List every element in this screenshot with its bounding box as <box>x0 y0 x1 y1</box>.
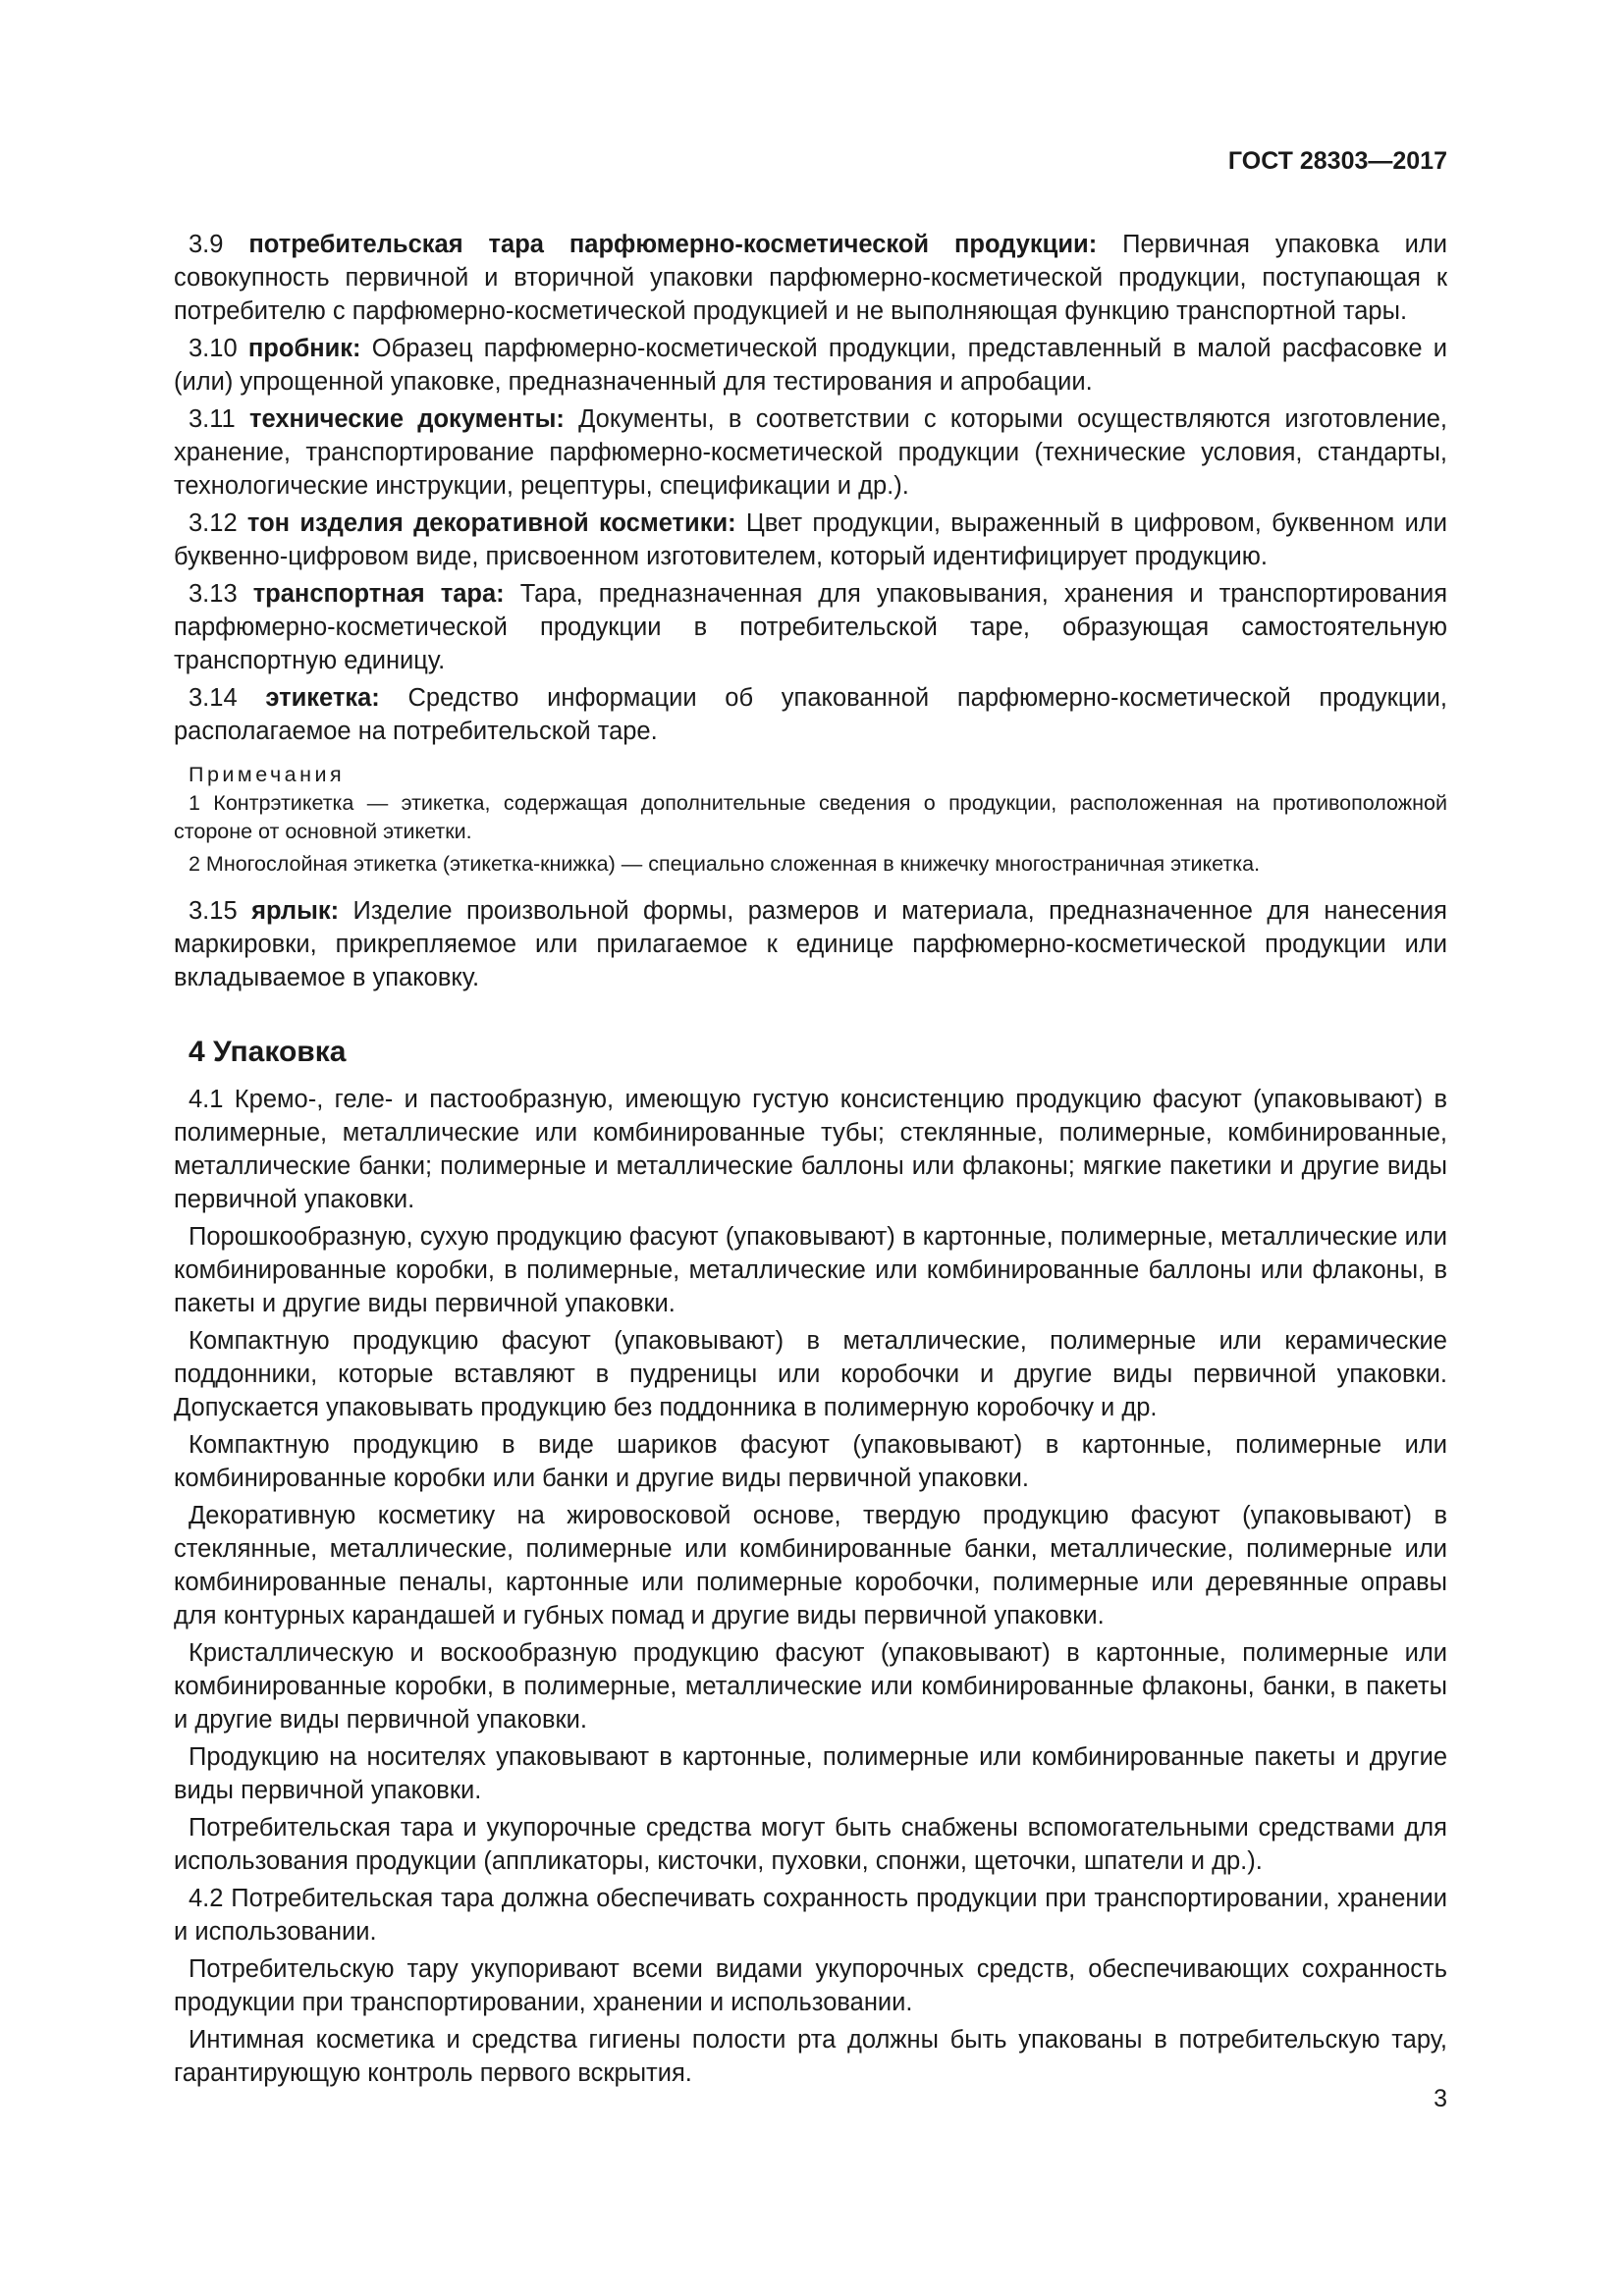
term-definition: Цвет продукции, выраженный в цифровом, буквенном или буквенно-цифровом виде, присвоенном изготовителем, который идентифицирует продукцию. <box>174 509 1447 570</box>
term-3-9 <box>174 228 1447 328</box>
term-3-12 <box>174 507 1447 573</box>
page-number: 3 <box>1434 2085 1447 2112</box>
paragraph: Интимная косметика и средства гигиены полости рта должны быть упакованы в потребительскую тару, гарантирующую контроль первого вскрытия. <box>174 2026 1447 2087</box>
paragraph: 4.2 Потребительская тара должна обеспечивать сохранность продукции при транспортировании, хранении и использовании. <box>174 1885 1447 1946</box>
term-definition: Первичная упаковка или совокупность первичной и вторичной упаковки парфюмерно-косметической продукции, поступающая к потребителю с парфюмерно-косметической продукцией и не выполняющая функцию транспортной тары. <box>174 231 1447 325</box>
term-number: 3.14 <box>189 684 238 712</box>
term-3-15 <box>174 894 1447 994</box>
term-3-11 <box>174 402 1447 503</box>
paragraph: 4.1 Кремо-, геле- и пастообразную, имеющую густую консистенцию продукцию фасуют (упаковывают) в полимерные, металлические или комбинированные тубы; стеклянные, полимерные, комбинированные, металлические банки; полимерные и металлические баллоны или флаконы; мягкие пакетики и другие виды первичной упаковки. <box>174 1086 1447 1213</box>
term-name: тон изделия декоративной косметики: <box>246 509 736 537</box>
term-number: 3.15 <box>189 897 238 925</box>
term-number: 3.10 <box>189 335 238 362</box>
paragraph: Компактную продукцию в виде шариков фасуют (упаковывают) в картонные, полимерные или комбинированные коробки или банки и другие виды первичной упаковки. <box>174 1431 1447 1492</box>
term-3-13 <box>174 577 1447 677</box>
paragraph: Декоративную косметику на жировосковой основе, твердую продукцию фасуют (упаковывают) в стеклянные, металлические, полимерные или комбинированные банки, металлические, полимерные или комбинированные пеналы, картонные или полимерные коробочки, полимерные или деревянные оправы для контурных карандашей и губных помад и другие виды первичной упаковки. <box>174 1502 1447 1629</box>
term-name: технические документы: <box>249 405 565 433</box>
page-content <box>174 228 1447 2094</box>
paragraph: Потребительская тара и укупорочные средства могут быть снабжены вспомогательными средствами для использования продукции (аппликаторы, кисточки, пуховки, спонжи, щеточки, шпатели и др.). <box>174 1814 1447 1875</box>
term-definition: Образец парфюмерно-косметической продукции, представленный в малой расфасовке и (или) упрощенной упаковке, предназначенный для тестирования и апробации. <box>174 335 1447 396</box>
term-definition: Тара, предназначенная для упаковывания, хранения и транспортирования парфюмерно-косметической продукции в потребительской таре, образующая самостоятельную транспортную единицу. <box>174 580 1448 674</box>
term-number: 3.11 <box>189 405 236 433</box>
paragraph: Порошкообразную, сухую продукцию фасуют (упаковывают) в картонные, полимерные, металлические или комбинированные коробки, в полимерные, металлические или комбинированные баллоны или флаконы, в пакеты и другие виды первичной упаковки. <box>174 1223 1447 1317</box>
section-heading: 4 Упаковка <box>189 1036 347 1068</box>
paragraph: Компактную продукцию фасуют (упаковывают) в металлические, полимерные или керамические поддонники, которые вставляют в пудреницы или коробочки и другие виды первичной упаковки. Допускается упаковывать продукцию без поддонника в полимерную коробочку и др. <box>174 1327 1447 1421</box>
document-designation: ГОСТ 28303—2017 <box>1227 147 1447 175</box>
term-3-10 <box>174 332 1447 399</box>
term-name: транспортная тара: <box>252 580 505 608</box>
note-item: 1 Контрэтикетка — этикетка, содержащая дополнительные сведения о продукции, расположенная на противоположной стороне от основной этикетки. <box>174 791 1447 843</box>
paragraph: Потребительскую тару укупоривают всеми видами укупорочных средств, обеспечивающих сохранность продукции при транспортировании, хранении и использовании. <box>174 1955 1447 2016</box>
term-number: 3.13 <box>189 580 238 608</box>
paragraph: Кристаллическую и воскообразную продукцию фасуют (упаковывают) в картонные, полимерные или комбинированные коробки, в полимерные, металлические или комбинированные флаконы, банки, в пакеты и другие виды первичной упаковки. <box>174 1639 1447 1734</box>
term-definition: Изделие произвольной формы, размеров и материала, предназначенное для нанесения маркировки, прикрепляемое или прилагаемое к единице парфюмерно-косметической продукции или вкладываемое в упаковку. <box>174 897 1447 991</box>
term-name: потребительская тара парфюмерно-косметической продукции: <box>248 231 1098 258</box>
note-item: 2 Многослойная этикетка (этикетка-книжка) — специально сложенная в книжечку многостраничная этикетка. <box>189 852 1261 876</box>
term-number: 3.9 <box>189 231 224 258</box>
term-definition: Документы, в соответствии с которыми осуществляются изготовление, хранение, транспортирование парфюмерно-косметической продукции (технические условия, стандарты, технологические инструкции, рецептуры, спецификации и др.). <box>174 405 1447 500</box>
notes-title: Примечания <box>189 763 346 786</box>
term-name: этикетка: <box>265 684 380 712</box>
term-3-14 <box>174 681 1447 748</box>
term-definition: Средство информации об упакованной парфюмерно-косметической продукции, располагаемое на потребительской таре. <box>174 684 1447 745</box>
term-name: ярлык: <box>251 897 340 925</box>
term-number: 3.12 <box>189 509 238 537</box>
notes-block <box>174 761 1447 879</box>
term-name: пробник: <box>247 335 361 362</box>
paragraph: Продукцию на носителях упаковывают в картонные, полимерные или комбинированные пакеты и другие виды первичной упаковки. <box>174 1743 1447 1804</box>
